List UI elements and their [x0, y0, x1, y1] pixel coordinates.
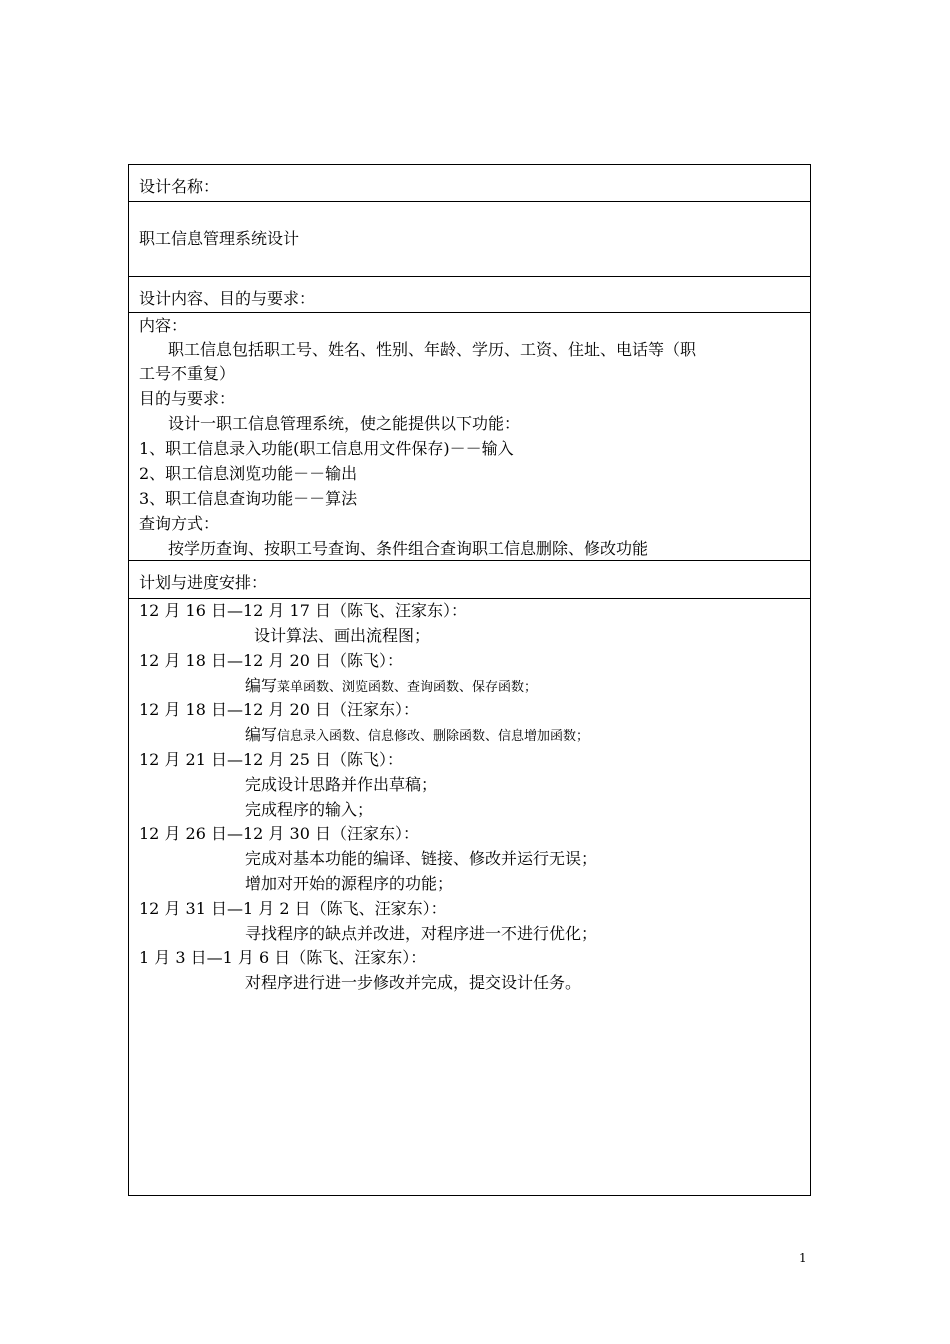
plan-4-task-2: 完成程序的输入；: [245, 800, 374, 819]
plan-3-task-1: [245, 725, 589, 747]
plan-7-task-1: 对程序进行进一步修改并完成，提交设计任务。: [245, 973, 582, 992]
plan-5-task-1: 完成对基本功能的编译、链接、修改并运行无误；: [245, 849, 598, 868]
plan-3-task-1-detail: 信息录入函数、信息修改、删除函数、信息增加函数；: [277, 729, 590, 744]
plan-heading: 计划与进度安排：: [139, 573, 268, 592]
plan-header-row: [129, 560, 810, 598]
content-label: 内容：: [139, 316, 188, 335]
plan-1-task-1: 设计算法、画出流程图；: [254, 626, 431, 645]
plan-2-task-1-prefix: 编写: [245, 676, 278, 695]
function-item-1: 1、职工信息录入功能(职工信息用文件保存)－－输入: [139, 439, 514, 458]
plan-body-row: [129, 598, 810, 1195]
design-name-heading: 设计名称：: [139, 177, 220, 196]
query-label: 查询方式：: [139, 514, 220, 533]
plan-6-task-1: 寻找程序的缺点并改进，对程序进一不进行优化；: [245, 924, 598, 943]
content-body-row: [129, 312, 810, 560]
function-item-2: 2、职工信息浏览功能－－输出: [139, 464, 358, 483]
goal-label: 目的与要求：: [139, 389, 236, 408]
design-name-value: 职工信息管理系统设计: [139, 229, 300, 248]
plan-2-date: 12 月 18 日—12 月 20 日（陈飞）：: [139, 651, 403, 670]
content-header-row: [129, 276, 810, 312]
plan-5-task-2: 增加对开始的源程序的功能；: [245, 874, 454, 893]
plan-4-task-1: 完成设计思路并作出草稿；: [245, 775, 438, 794]
design-name-value-row: [129, 201, 810, 276]
design-name-header-row: [129, 165, 810, 201]
plan-5-date: 12 月 26 日—12 月 30 日（汪家东）：: [139, 824, 419, 843]
query-description: 按学历查询、按职工号查询、条件组合查询职工信息删除、修改功能: [168, 539, 649, 558]
plan-6-date: 12 月 31 日—1 月 2 日（陈飞、汪家东）：: [139, 899, 447, 918]
goal-intro: 设计一职工信息管理系统，使之能提供以下功能：: [168, 414, 521, 433]
plan-3-date: 12 月 18 日—12 月 20 日（汪家东）：: [139, 700, 419, 719]
plan-2-task-1-detail: 菜单函数、浏览函数、查询函数、保存函数；: [277, 680, 538, 695]
content-heading: 设计内容、目的与要求：: [139, 289, 316, 308]
design-form-table: [128, 164, 811, 1196]
plan-1-date: 12 月 16 日—12 月 17 日（陈飞、汪家东）：: [139, 601, 467, 620]
content-line-2: 工号不重复）: [139, 364, 236, 383]
page-number: 1: [799, 1251, 807, 1265]
function-item-3: 3、职工信息查询功能－－算法: [139, 489, 358, 508]
plan-2-task-1: [245, 676, 537, 698]
plan-3-task-1-prefix: 编写: [245, 725, 278, 744]
content-line-1: 职工信息包括职工号、姓名、性别、年龄、学历、工资、住址、电话等（职: [168, 340, 697, 359]
plan-4-date: 12 月 21 日—12 月 25 日（陈飞）：: [139, 750, 403, 769]
plan-7-date: 1 月 3 日—1 月 6 日（陈飞、汪家东）：: [139, 948, 427, 967]
